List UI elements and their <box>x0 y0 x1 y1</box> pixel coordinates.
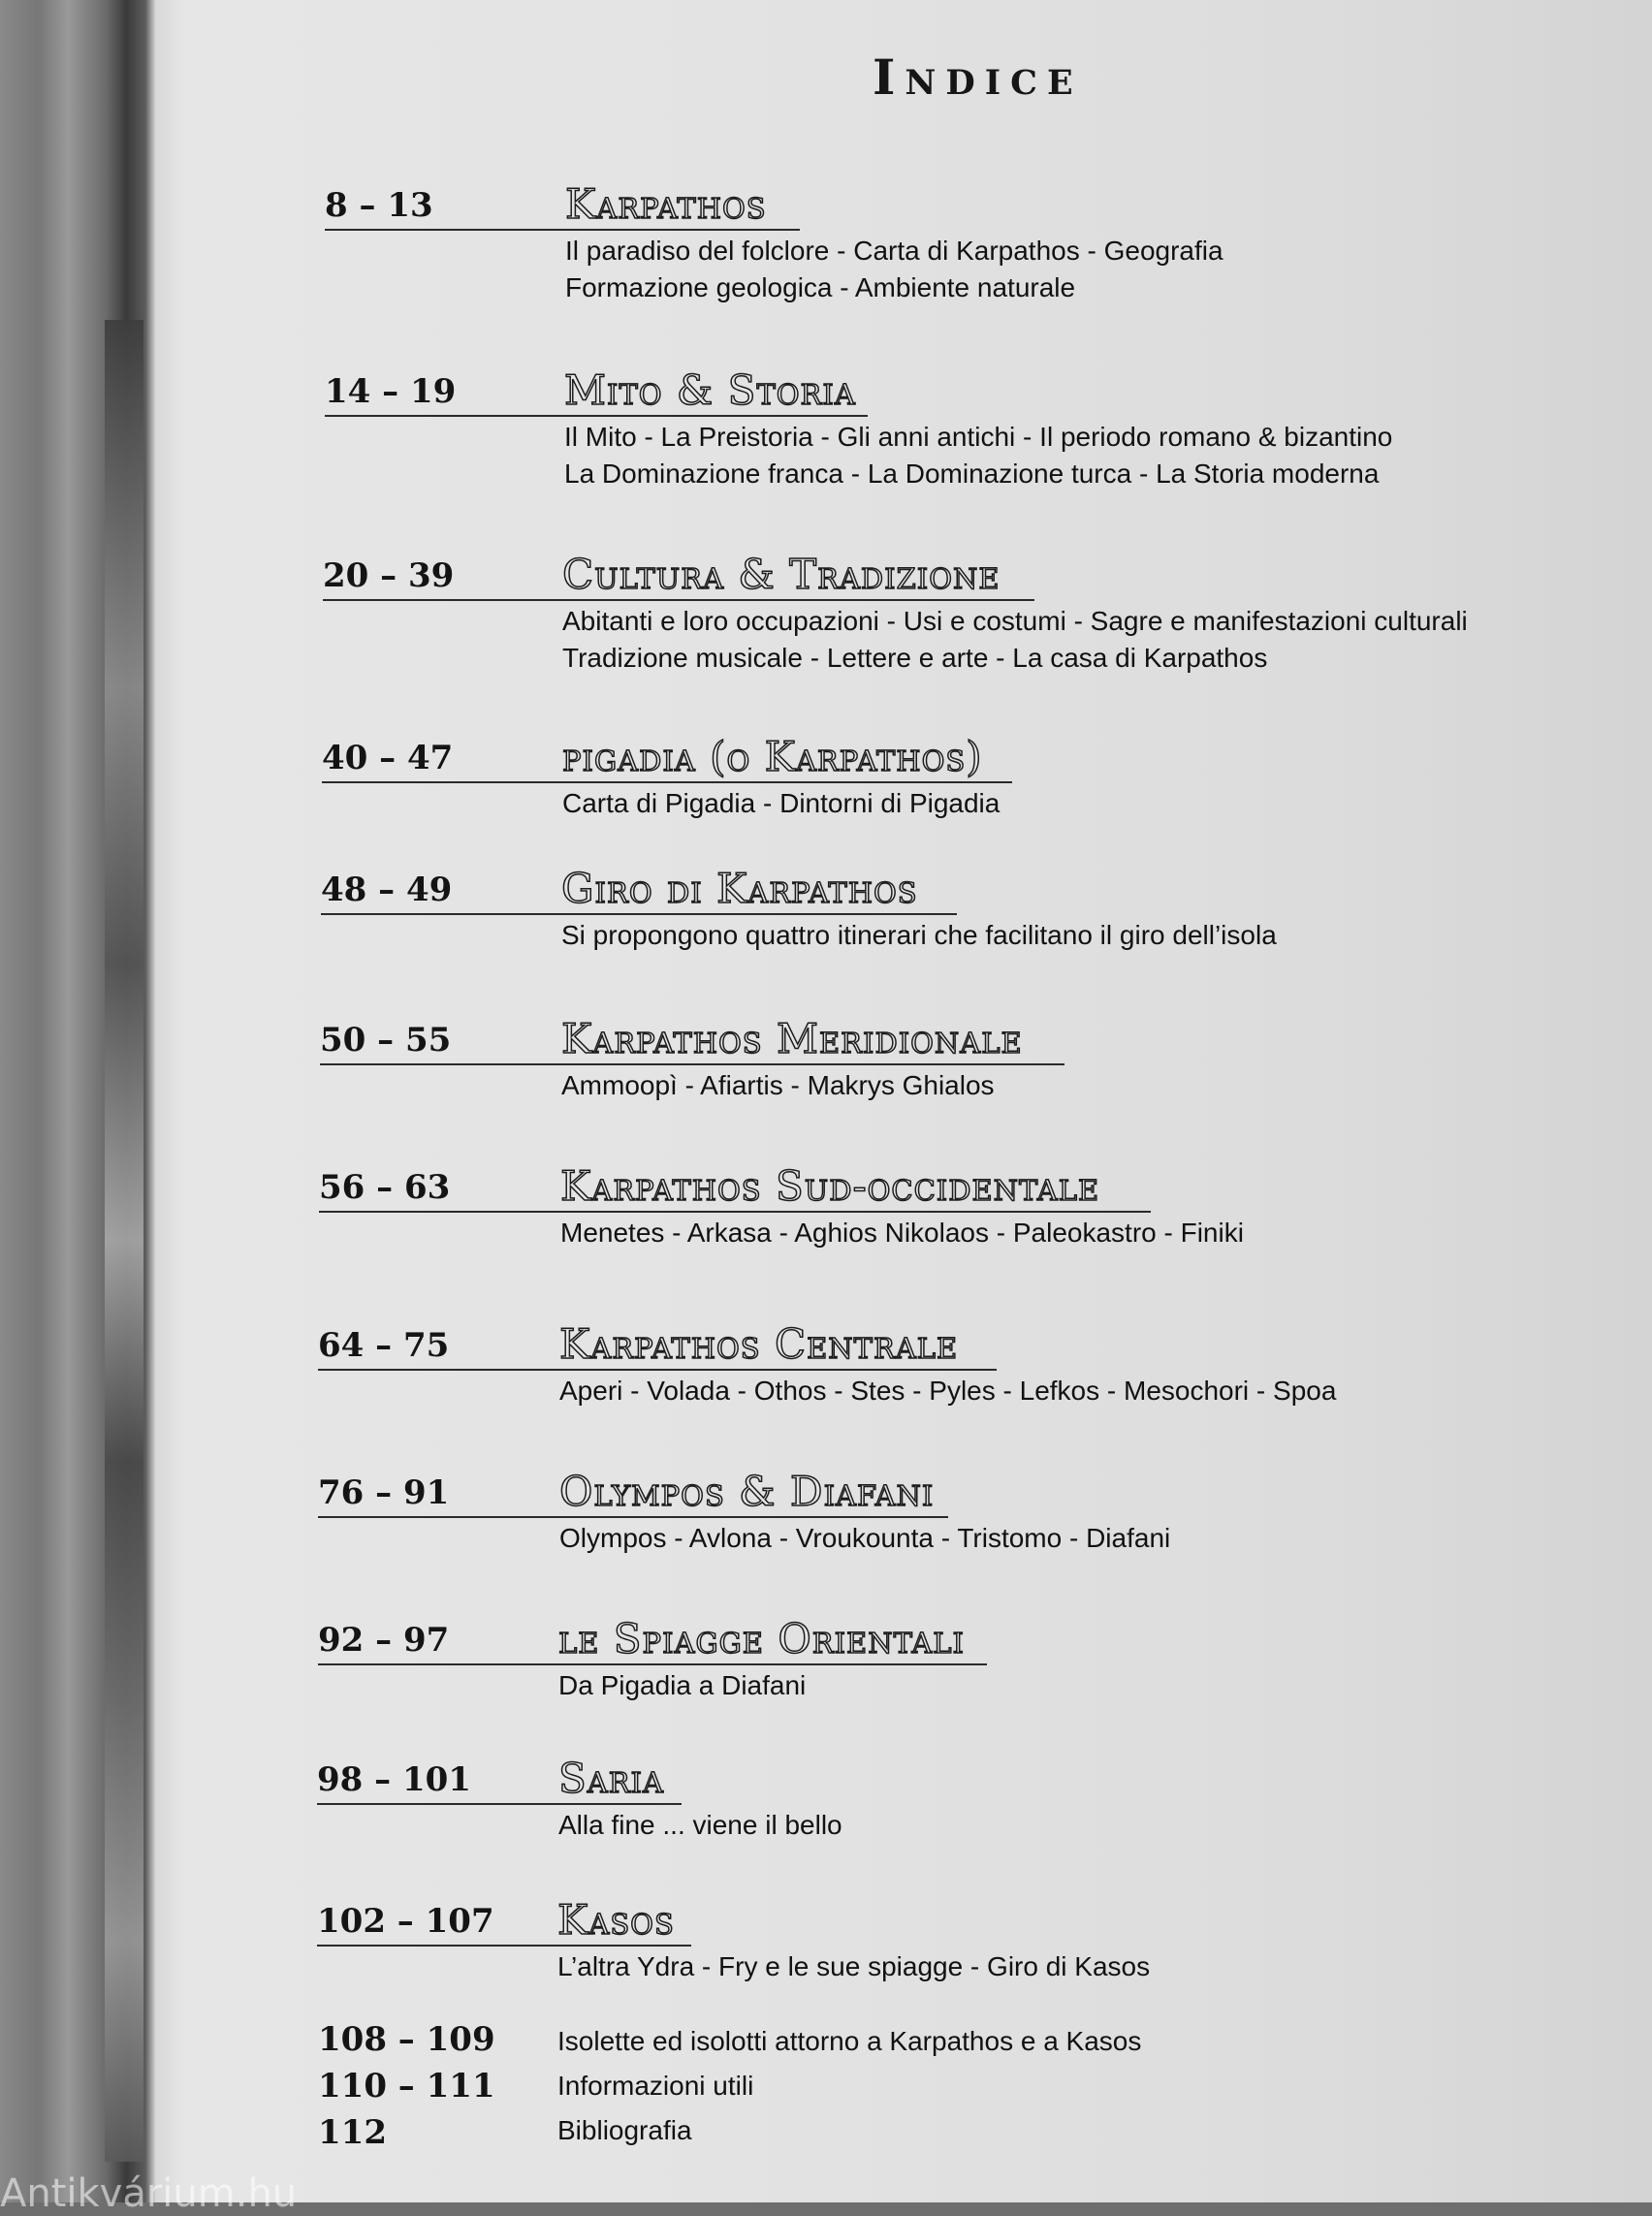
watermark: Antikvárium.hu <box>0 2171 298 2216</box>
entry-pages: 98 – 101 <box>317 1760 471 1799</box>
entry-line: L’altra Ydra - Fry e le sue spiagge - Giro di Kasos <box>557 1951 1151 1981</box>
entry-pages: 14 – 19 <box>325 372 457 411</box>
extra-text: Informazioni utili <box>557 2071 754 2101</box>
entry-line: Da Pigadia a Diafani <box>558 1670 807 1700</box>
entry-line: Olympos - Avlona - Vroukounta - Tristomo - Diafani <box>559 1523 1171 1553</box>
entry-line: Tradizione musicale - Lettere e arte - La casa di Karpathos <box>562 643 1268 673</box>
entry-heading: Cultura & Tradizione <box>562 551 1001 598</box>
extra-pages: 108 – 109 <box>318 2020 495 2059</box>
entry-heading: Karpathos Sud-occidentale <box>560 1162 1100 1210</box>
entry-rule <box>325 229 800 231</box>
entry-pages: 64 – 75 <box>318 1326 450 1365</box>
entry-pages: 20 – 39 <box>323 556 455 595</box>
entry-heading: Kasos <box>557 1896 675 1944</box>
entry-rule <box>321 913 957 915</box>
entry-heading: Karpathos Meridionale <box>561 1015 1023 1062</box>
entry-pages: 56 – 63 <box>319 1168 451 1207</box>
entry-pages: 40 – 47 <box>322 739 454 777</box>
entry-line: Abitanti e loro occupazioni - Usi e costumi - Sagre e manifestazioni culturali <box>562 606 1468 636</box>
entry-heading: Giro di Karpathos <box>561 865 918 912</box>
entry-rule <box>318 1369 997 1371</box>
entry-line: Formazione geologica - Ambiente naturale <box>565 272 1076 302</box>
entry-heading: pigadia (o Karpathos) <box>562 733 983 780</box>
entry-line: Il paradiso del folclore - Carta di Karpathos - Geografia <box>565 236 1223 266</box>
entry-rule <box>318 1663 987 1665</box>
entry-heading: le Spiagge Orientali <box>558 1615 965 1662</box>
entry-rule <box>320 1063 1064 1065</box>
entry-rule <box>325 415 868 417</box>
entry-heading: Mito & Storia <box>564 366 856 414</box>
entry-pages: 92 – 97 <box>318 1621 450 1660</box>
entry-pages: 8 – 13 <box>325 186 433 225</box>
extra-text: Isolette ed isolotti attorno a Karpathos e a Kasos <box>557 2026 1142 2056</box>
entry-line: Aperi - Volada - Othos - Stes - Pyles - Lefkos - Mesochori - Spoa <box>559 1376 1337 1406</box>
extra-text: Bibliografia <box>557 2115 692 2145</box>
entry-heading: Karpathos <box>565 180 767 228</box>
extra-pages: 112 <box>318 2113 387 2152</box>
extra-pages: 110 – 111 <box>318 2067 495 2105</box>
entry-pages: 76 – 91 <box>318 1473 450 1512</box>
entry-line: Il Mito - La Preistoria - Gli anni antichi - Il periodo romano & bizantino <box>564 422 1393 452</box>
entry-rule <box>322 781 1012 783</box>
entry-line: Ammoopì - Afiartis - Makrys Ghialos <box>561 1070 995 1100</box>
entry-pages: 102 – 107 <box>317 1902 494 1941</box>
entry-heading: Karpathos Centrale <box>559 1320 959 1368</box>
entry-pages: 48 – 49 <box>321 871 453 909</box>
binding-strip <box>105 320 143 2162</box>
page-title: Indice <box>873 48 1083 106</box>
entry-line: Alla fine ... viene il bello <box>558 1810 842 1840</box>
entry-line: Carta di Pigadia - Dintorni di Pigadia <box>562 788 1001 818</box>
entry-rule <box>318 1516 948 1518</box>
entry-rule <box>319 1211 1151 1213</box>
entry-rule <box>317 1803 682 1805</box>
entry-line: La Dominazione franca - La Dominazione turca - La Storia moderna <box>564 459 1380 489</box>
entry-heading: Saria <box>558 1755 664 1802</box>
entry-rule <box>323 599 1034 601</box>
entry-pages: 50 – 55 <box>320 1021 452 1060</box>
entry-heading: Olympos & Diafani <box>559 1468 935 1515</box>
entry-line: Menetes - Arkasa - Aghios Nikolaos - Paleokastro - Finiki <box>560 1218 1244 1248</box>
entry-rule <box>317 1945 691 1947</box>
entry-line: Si propongono quattro itinerari che facilitano il giro dell’isola <box>561 920 1277 950</box>
